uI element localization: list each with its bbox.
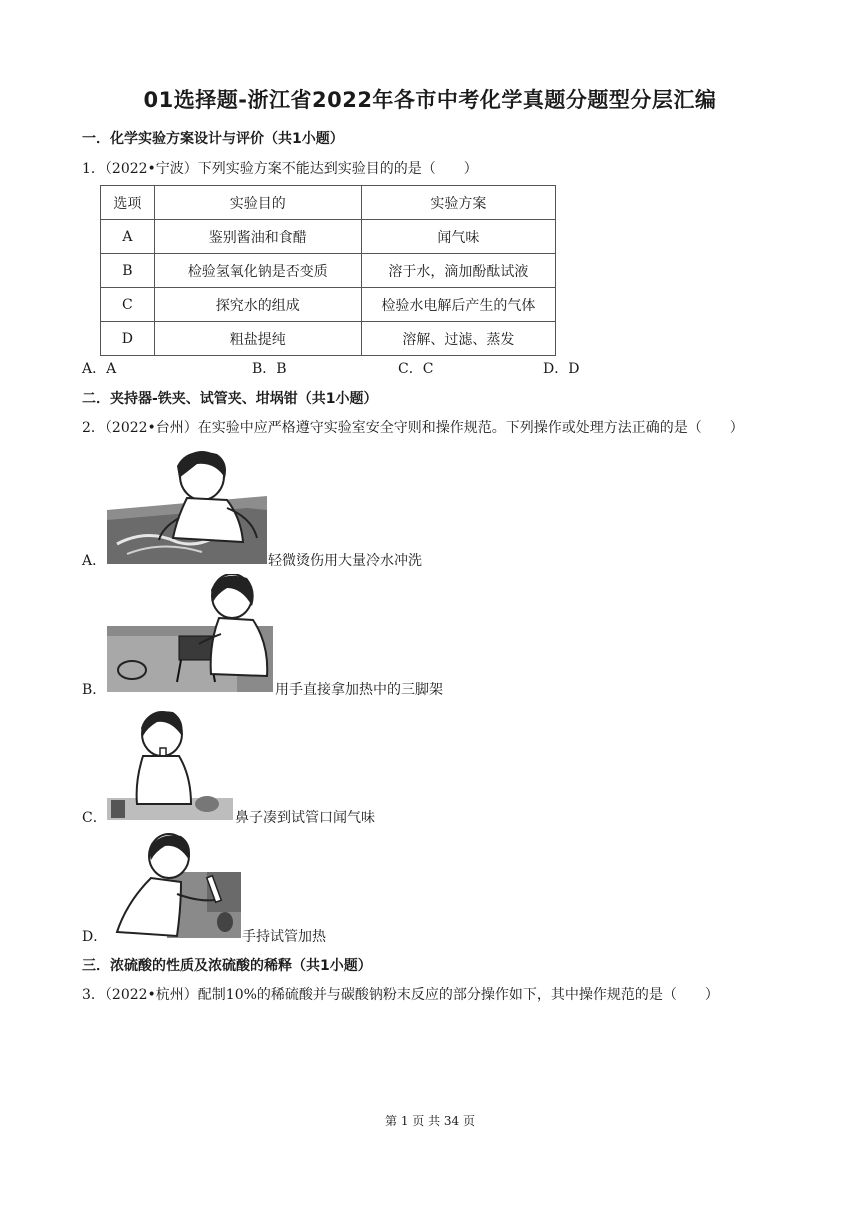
question-2-stem: 2．（2022•台州）在实验中应严格遵守实验室安全守则和操作规范。下列操作或处理方法正确的是（ ） (82, 420, 744, 436)
option-c-caption: 鼻子凑到试管口闻气味 (235, 810, 375, 826)
table-cell: 溶解、过滤、蒸发 (361, 322, 555, 356)
table-row (101, 220, 556, 254)
option-a-letter: A． (82, 553, 107, 569)
option-d-letter: D． (82, 929, 108, 945)
table-cell: 检验水电解后产生的气体 (361, 288, 555, 322)
option-b-letter: B． (82, 682, 107, 698)
section-heading-2: 二．夹持器-铁夹、试管夹、坩埚钳（共1小题） (82, 391, 378, 407)
table-cell: 检验氢氧化钠是否变质 (154, 254, 361, 288)
table-row (101, 288, 556, 322)
option-c-letter: C． (82, 810, 107, 826)
choice-a: A．A (82, 361, 117, 377)
option-b-caption: 用手直接拿加热中的三脚架 (275, 682, 443, 698)
tripod-handling-illustration (107, 574, 273, 692)
table-header-cell: 选项 (101, 186, 155, 220)
table-row (101, 322, 556, 356)
smelling-test-tube-illustration (107, 706, 233, 820)
table-header-cell: 实验方案 (361, 186, 555, 220)
choice-b: B．B (252, 361, 287, 377)
table-header-row (101, 186, 556, 220)
burn-cooling-illustration (107, 448, 267, 564)
choice-c: C．C (398, 361, 434, 377)
table-cell: 粗盐提纯 (154, 322, 361, 356)
option-a-caption: 轻微烫伤用大量冷水冲洗 (268, 553, 422, 569)
page-title: 01选择题-浙江省2022年各市中考化学真题分题型分层汇编 (143, 88, 717, 112)
table-cell: D (101, 322, 155, 356)
table-cell: 鉴别酱油和食醋 (154, 220, 361, 254)
section-heading-3: 三．浓硫酸的性质及浓硫酸的稀释（共1小题） (82, 958, 372, 974)
table-row (101, 254, 556, 288)
table-cell: A (101, 220, 155, 254)
question-3-stem: 3．（2022•杭州）配制10%的稀硫酸并与碳酸钠粉末反应的部分操作如下，其中操作规范的是（ ） (82, 987, 719, 1003)
table-header-cell: 实验目的 (154, 186, 361, 220)
option-d-caption: 手持试管加热 (242, 929, 326, 945)
experiment-table (100, 185, 556, 356)
choice-d: D．D (543, 361, 580, 377)
table-cell: 闻气味 (361, 220, 555, 254)
question-1-stem: 1．（2022•宁波）下列实验方案不能达到实验目的的是（ ） (82, 161, 478, 177)
table-cell: 探究水的组成 (154, 288, 361, 322)
table-cell: C (101, 288, 155, 322)
table-cell: 溶于水，滴加酚酞试液 (361, 254, 555, 288)
section-heading-1: 一．化学实验方案设计与评价（共1小题） (82, 131, 344, 147)
heating-test-tube-illustration (107, 832, 241, 938)
page-footer: 第 1 页 共 34 页 (385, 1114, 475, 1128)
table-cell: B (101, 254, 155, 288)
